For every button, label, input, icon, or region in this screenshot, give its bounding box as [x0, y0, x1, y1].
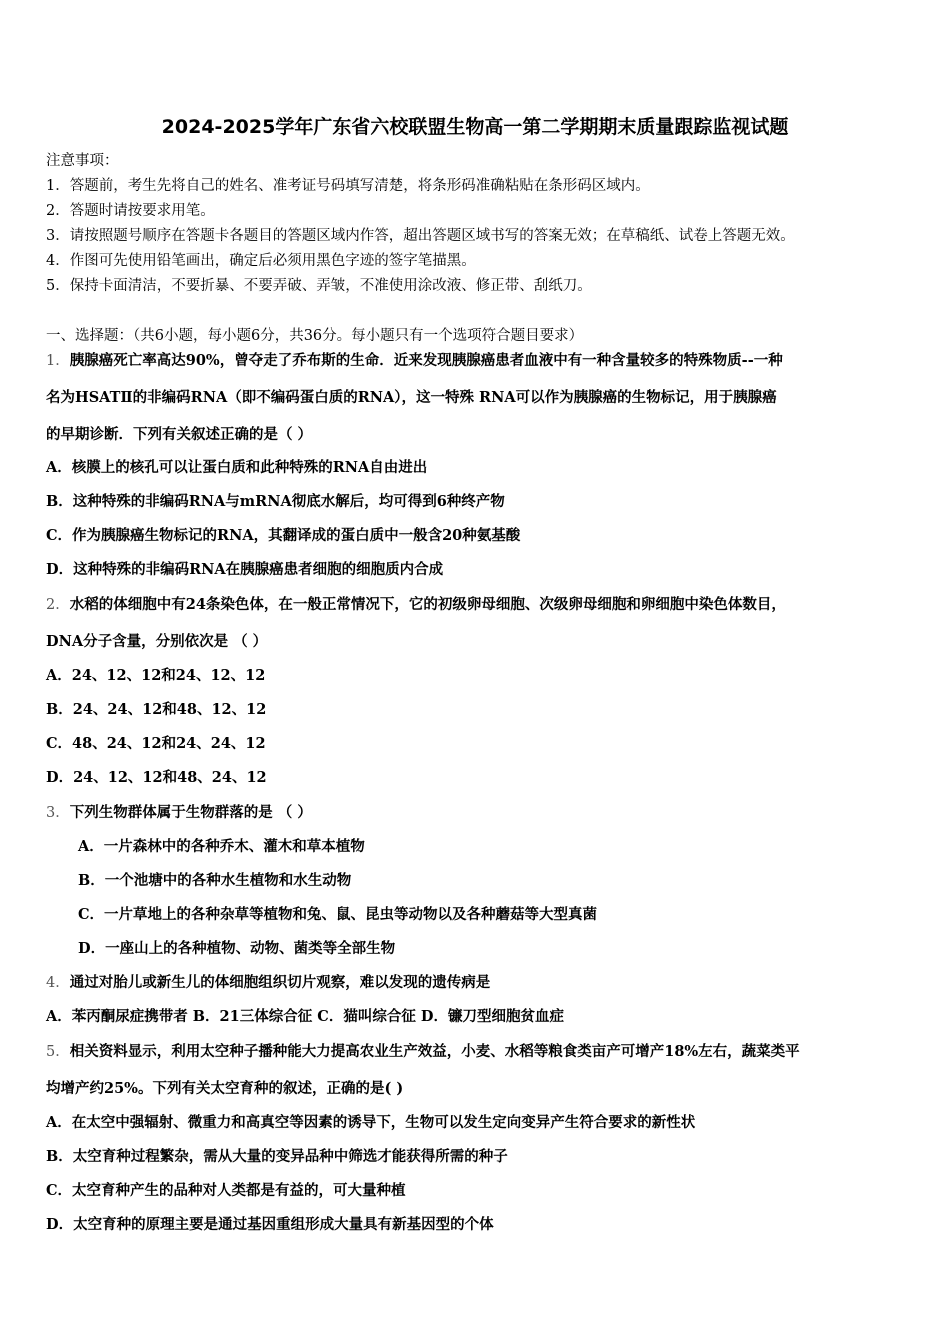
question-2-line: [46, 595, 786, 615]
option-c: C．太空育种产生的品种对人类都是有益的，可大量种植: [46, 1182, 406, 1199]
option-b: B．一个池塘中的各种水生植物和水生动物: [78, 872, 352, 889]
option-a: A．24、12、12和24、12、12: [46, 667, 266, 684]
question-number: 2．: [46, 597, 70, 613]
question-text: DNA分子含量，分别依次是 （ ）: [46, 633, 268, 650]
question-text: 水稻的体细胞中有24条染色体，在一般正常情况下，它的初级卵母细胞、次级卵母细胞和卵细胞中染色体数目，: [69, 596, 786, 613]
option-d: D．这种特殊的非编码RNA在胰腺癌患者细胞的细胞质内合成: [46, 561, 444, 578]
notice-heading: 注意事项：: [46, 153, 119, 169]
option-a: A．核膜上的核孔可以让蛋白质和此种特殊的RNA自由进出: [46, 459, 428, 476]
question-4-line: [46, 973, 490, 993]
question-number: 5．: [46, 1044, 70, 1060]
question-text: 均增产约25%。下列有关太空育种的叙述，正确的是( ): [46, 1080, 404, 1097]
question-text: 通过对胎儿或新生儿的体细胞组织切片观察，难以发现的遗传病是: [69, 974, 491, 991]
question-text: 下列生物群体属于生物群落的是 （ ）: [69, 804, 312, 821]
option-b: B．太空育种过程繁杂，需从大量的变异品种中筛选才能获得所需的种子: [46, 1148, 508, 1165]
question-3-line: [46, 803, 312, 823]
option-d: D．24、12、12和48、24、12: [46, 769, 267, 786]
notice-item: 2．答题时请按要求用笔。: [46, 203, 215, 219]
question-5-line: [46, 1042, 800, 1062]
option-c: C．一片草地上的各种杂草等植物和兔、鼠、昆虫等动物以及各种蘑菇等大型真菌: [78, 906, 598, 923]
option-a: A．一片森林中的各种乔木、灌木和草本植物: [78, 838, 365, 855]
notice-item: 4．作图可先使用铅笔画出，确定后必须用黑色字迹的签字笔描黑。: [46, 253, 476, 269]
option-c: C．48、24、12和24、24、12: [46, 735, 266, 752]
option-d: D．太空育种的原理主要是通过基因重组形成大量具有新基因型的个体: [46, 1216, 494, 1233]
question-text: 名为HSATⅡ的非编码RNA（即不编码蛋白质的RNA），这一特殊 RNA可以作为胰腺癌的生物标记，用于胰腺癌: [46, 389, 777, 406]
question-number: 1．: [46, 353, 70, 369]
option-a: A．在太空中强辐射、微重力和高真空等因素的诱导下，生物可以发生定向变异产生符合要求的新性状: [46, 1114, 696, 1131]
question-text: 相关资料显示，利用太空种子播种能大力提高农业生产效益，小麦、水稻等粮食类亩产可增产18%左右，蔬菜类平: [69, 1043, 800, 1060]
question-number: 4．: [46, 975, 70, 991]
notice-item: 3．请按照题号顺序在答题卡各题目的答题区域内作答，超出答题区域书写的答案无效；在草稿纸、试卷上答题无效。: [46, 228, 795, 244]
question-1-line: [46, 351, 783, 371]
exam-title: 2024-2025学年广东省六校联盟生物高一第二学期期末质量跟踪监视试题: [161, 116, 789, 138]
options-inline: A．苯丙酮尿症携带者 B．21三体综合征 C．猫叫综合征 D．镰刀型细胞贫血症: [46, 1008, 564, 1025]
notice-item: 5．保持卡面清洁，不要折暴、不要弄破、弄皱，不准使用涂改液、修正带、刮纸刀。: [46, 278, 592, 294]
question-text: 胰腺癌死亡率高达90%，曾夺走了乔布斯的生命．近来发现胰腺癌患者血液中有一种含量较多的特殊物质--一种: [69, 352, 783, 369]
option-c: C．作为胰腺癌生物标记的RNA，其翻译成的蛋白质中一般含20种氨基酸: [46, 527, 521, 544]
question-number: 3．: [46, 805, 70, 821]
option-b: B．这种特殊的非编码RNA与mRNA彻底水解后，均可得到6种终产物: [46, 493, 505, 510]
option-d: D．一座山上的各种植物、动物、菌类等全部生物: [78, 940, 396, 957]
question-text: 的早期诊断．下列有关叙述正确的是（ ）: [46, 426, 313, 443]
notice-item: 1．答题前，考生先将自己的姓名、准考证号码填写清楚，将条形码准确粘贴在条形码区域内。: [46, 178, 650, 194]
section-heading: 一、选择题：（共6小题，每小题6分，共36分。每小题只有一个选项符合题目要求）: [46, 328, 584, 344]
option-b: B．24、24、12和48、12、12: [46, 701, 267, 718]
